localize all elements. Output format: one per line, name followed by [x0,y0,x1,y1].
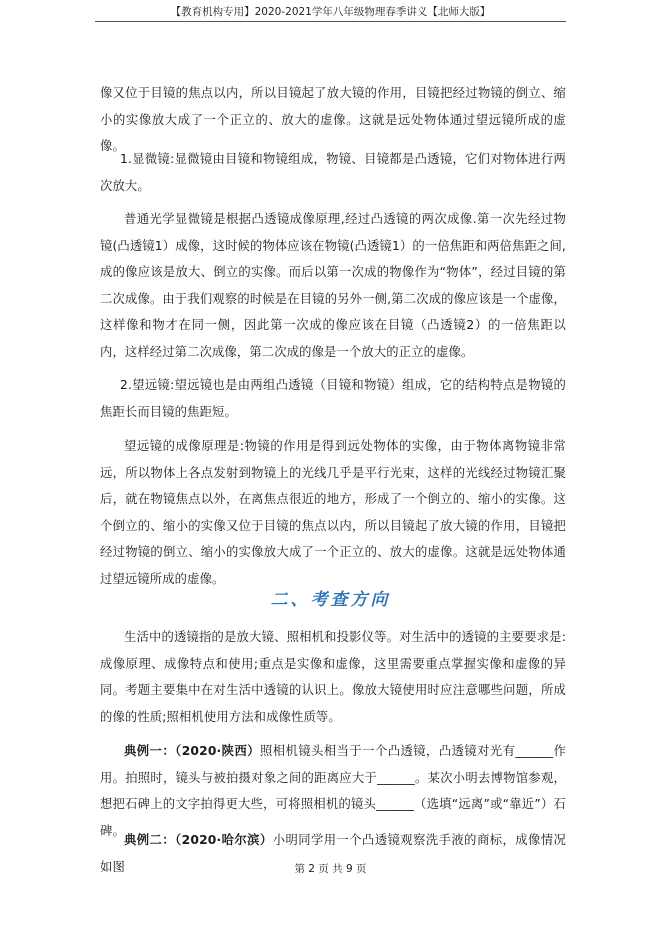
paragraph-microscope-intro: 1.显微镜:显微镜由目镜和物镜组成，物镜、目镜都是凸透镜，它们对物体进行两次放大。 [100,152,566,193]
example-one-text: 照相机镜头相当于一个凸透镜，凸透镜对光有______作用。拍照时，镜头与被拍摄对象之间的距离应大于______。某次小明去博物馆参观，想把石碑上的文字拍得更大些，可将照相机的镜头______（选填“远离”或“靠近”）石碑。 [100,744,566,838]
paragraph-telescope-end: 像又位于目镜的焦点以内，所以目镜起了放大镜的作用，目镜把经过物镜的倒立、缩小的实像放大成了一个正立的、放大的虚像。这就是远处物体通过望远镜所成的虚像。 [100,86,566,153]
example-two-text: 小明同学用一个凸透镜观察洗手液的商标，成像情况如图 [100,833,566,874]
page-header: 【教育机构专用】2020-2021学年八年级物理春季讲义【北师大版】 [170,6,491,18]
paragraph-telescope-intro: 2.望远镜:望远镜也是由两组凸透镜（目镜和物镜）组成，它的结构特点是物镜的焦距长而目镜的焦距短。 [100,378,566,419]
paragraph-exam-direction: 生活中的透镜指的是放大镜、照相机和投影仪等。对生活中的透镜的主要要求是:成像原理、成像特点和使用;重点是实像和虚像，这里需要重点掌握实像和虚像的异同。考题主要集中在对生活中透镜的认识上。像放大镜使用时应注意哪些问题，所成的像的性质;照相机使用方法和成像性质等。 [100,630,566,724]
header-divider [95,21,566,22]
paragraph-microscope-principle: 普通光学显微镜是根据凸透镜成像原理,经过凸透镜的两次成像.第一次先经过物镜(凸透镜1）成像，这时候的物体应该在物镜(凸透镜1）的一倍焦距和两倍焦距之间,成的像应该是放大、倒立的实像。而后以第一次成的物像作为“物体”，经过目镜的第二次成像。由于我们观察的时候是在目镜的另外一侧,第二次成的像应该是一个虚像，这样像和物才在同一侧，因此第一次成的像应该在目镜（凸透镜2）的一倍焦距以内，这样经过第二次成像，第二次成的像是一个放大的正立的虚像。 [100,212,566,359]
paragraph-telescope-principle: 望远镜的成像原理是:物镜的作用是得到远处物体的实像，由于物体离物镜非常远，所以物体上各点发射到物镜上的光线几乎是平行光束，这样的光线经过物镜汇聚后，就在物镜焦点以外，在离焦点很近的地方，形成了一个倒立的、缩小的实像。这个倒立的、缩小的实像又位于目镜的焦点以内，所以目镜起了放大镜的作用，目镜把经过物镜的倒立、缩小的实像放大成了一个正立的、放大的虚像。这就是远处物体通过望远镜所成的虚像。 [100,439,566,586]
example-one-label: 典例一：（2020·陕西） [124,744,260,758]
example-two-label: 典例二：（2020·哈尔滨） [124,833,273,847]
section-title: 二、考查方向 [270,590,391,610]
page-number: 第 2 页 共 9 页 [294,863,367,875]
